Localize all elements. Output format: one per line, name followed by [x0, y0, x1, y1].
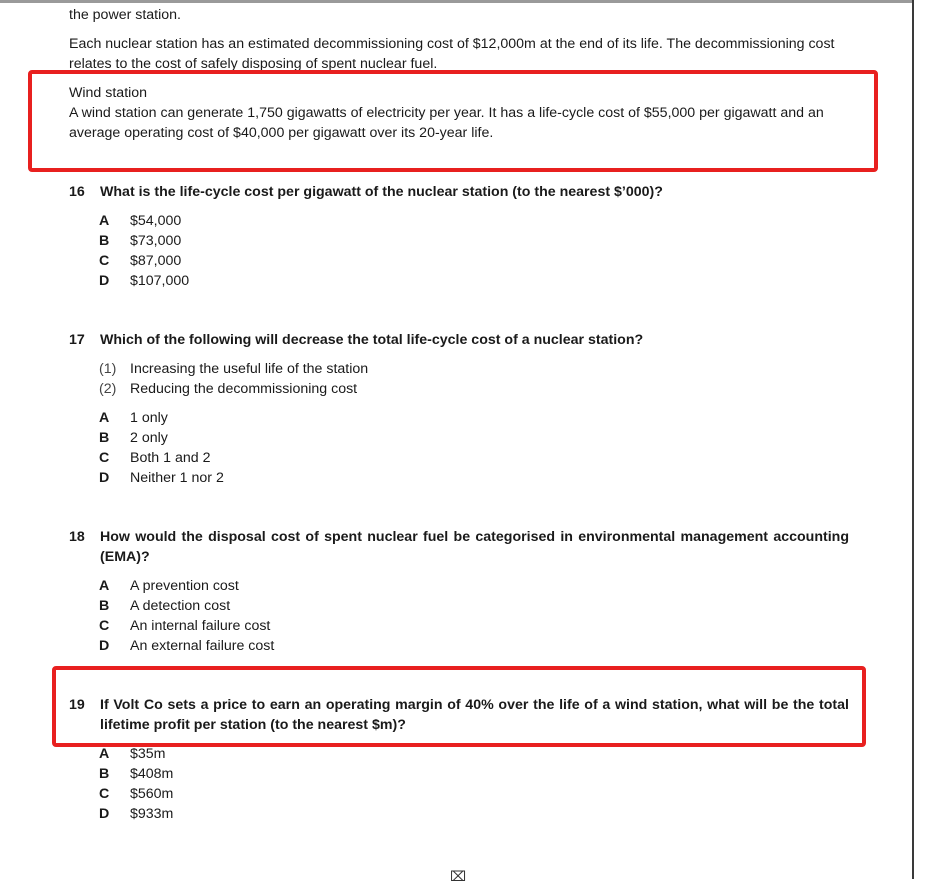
highlight-box-wind-station — [28, 70, 878, 172]
option-text: Neither 1 nor 2 — [130, 470, 224, 486]
option-text: 2 only — [130, 430, 168, 446]
decommissioning-line-2: relates to the cost of safely disposing of spent nuclear fuel. — [69, 56, 438, 72]
option-text: An external failure cost — [130, 638, 275, 654]
option-text: $35m — [130, 746, 166, 762]
page-number-mark: ⌧ — [450, 868, 467, 884]
option-letter: B — [99, 598, 110, 614]
option-letter: D — [99, 638, 110, 654]
wind-station-line-1: A wind station can generate 1,750 gigawatts of electricity per year. It has a life-cycle cost of $55,000 per gigawatt and an — [69, 105, 824, 121]
highlight-box-question-19 — [52, 666, 866, 747]
page-top-edge — [0, 0, 928, 3]
wind-station-line-2: average operating cost of $40,000 per gigawatt over its 20-year life. — [69, 125, 494, 141]
option-letter: C — [99, 450, 110, 466]
option-text: 1 only — [130, 410, 168, 426]
option-text: $73,000 — [130, 233, 182, 249]
option-letter: A — [99, 746, 110, 762]
question-text: Which of the following will decrease the total life-cycle cost of a nuclear station? — [100, 332, 644, 348]
option-letter: D — [99, 806, 110, 822]
question-text: How would the disposal cost of spent nuclear fuel be categorised in environmental management accounting (EMA)? — [100, 529, 849, 565]
statement-text: Increasing the useful life of the station — [130, 361, 369, 377]
option-letter: B — [99, 430, 110, 446]
option-letter: D — [99, 273, 110, 289]
option-text: $54,000 — [130, 213, 182, 229]
page-right-edge — [912, 0, 928, 879]
wind-station-heading: Wind station — [69, 85, 148, 101]
option-letter: C — [99, 618, 110, 634]
question-number: 19 — [69, 697, 85, 713]
option-letter: B — [99, 766, 110, 782]
option-text: $107,000 — [130, 273, 190, 289]
option-letter: B — [99, 233, 110, 249]
question-number: 16 — [69, 184, 85, 200]
option-text: Both 1 and 2 — [130, 450, 211, 466]
statement-text: Reducing the decommissioning cost — [130, 381, 358, 397]
option-text: $87,000 — [130, 253, 182, 269]
option-letter: C — [99, 253, 110, 269]
option-text: A detection cost — [130, 598, 231, 614]
option-text: $560m — [130, 786, 174, 802]
question-text: What is the life-cycle cost per gigawatt of the nuclear station (to the nearest $’000)? — [100, 184, 663, 200]
option-letter: C — [99, 786, 110, 802]
question-number: 18 — [69, 529, 85, 545]
option-text: $933m — [130, 806, 174, 822]
intro-line: the power station. — [69, 7, 181, 23]
option-letter: D — [99, 470, 110, 486]
option-text: An internal failure cost — [130, 618, 271, 634]
option-letter: A — [99, 213, 110, 229]
statement-number: (2) — [99, 381, 117, 397]
question-number: 17 — [69, 332, 85, 348]
decommissioning-line-1: Each nuclear station has an estimated decommissioning cost of $12,000m at the end of its life. The decommissioning cost — [69, 36, 835, 52]
statement-number: (1) — [99, 361, 117, 377]
option-text: A prevention cost — [130, 578, 239, 594]
option-letter: A — [99, 578, 110, 594]
option-letter: A — [99, 410, 110, 426]
question-text: If Volt Co sets a price to earn an operating margin of 40% over the life of a wind station, what will be the total lifetime profit per station (to the nearest $m)? — [100, 697, 849, 733]
option-text: $408m — [130, 766, 174, 782]
